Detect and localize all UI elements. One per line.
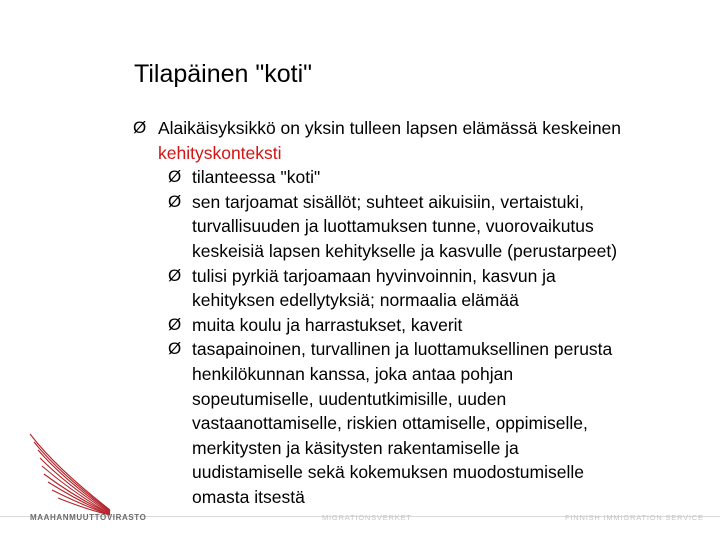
sub-bullet-arrow-icon: Ø: [168, 167, 182, 187]
sub-bullet-line: henkilökunnan kanssa, joka antaa pohjan: [192, 364, 514, 384]
sub-bullet-line: kehityksen edellytyksiä; normaalia elämää: [192, 290, 519, 311]
footer-right-text: FINNISH IMMIGRATION SERVICE: [565, 513, 704, 522]
main-bullet-highlight: kehityskonteksti: [158, 142, 282, 163]
sub-bullet-line: uudistamiselle sekä kokemuksen muodostumiselle: [192, 462, 584, 483]
main-bullet-text: Alaikäisyksikkö on yksin tulleen lapsen elämässä keskeinen: [158, 118, 622, 138]
slide-title: Tilapäinen "koti": [134, 60, 313, 88]
sub-bullet-line: tulisi pyrkiä tarjoamaan hyvinvoinnin, kasvun ja: [192, 265, 556, 286]
sub-bullet-arrow-icon: Ø: [168, 265, 182, 285]
sub-bullet-line: sopeutumiselle, uudentutkimisille, uuden: [192, 388, 507, 409]
sub-bullet-line: omasta itsestä: [192, 487, 305, 507]
sub-bullet-line: muita koulu ja harrastukset, kaverit: [192, 314, 463, 335]
sub-bullet-line: tilanteessa "koti": [192, 167, 321, 188]
org-name: MAAHANMUUTTOVIRASTO: [30, 513, 147, 522]
sub-bullet-line: keskeisiä lapsen kehitykselle ja kasvulle (perustarpeet): [192, 241, 618, 261]
sub-bullet-arrow-icon: Ø: [168, 191, 182, 211]
sub-bullet-line: vastaanottamiselle, riskien ottamiselle, oppimiselle,: [192, 413, 588, 434]
footer-center-text: MIGRATIONSVERKET: [322, 513, 412, 522]
sub-bullet-line: turvallisuuden ja luottamuksen tunne, vuorovaikutus: [192, 216, 594, 237]
sub-bullet-line: merkitysten ja käsitysten rakentamiselle ja: [192, 437, 519, 458]
sub-bullet-line: sen tarjoamat sisällöt; suhteet aikuisiin, vertaistuki,: [192, 191, 584, 212]
sub-bullet-arrow-icon: Ø: [168, 314, 182, 334]
sub-bullet-arrow-icon: Ø: [168, 339, 182, 359]
sub-bullet-line: tasapainoinen, turvallinen ja luottamuksellinen perusta: [192, 339, 613, 360]
bullet-arrow-icon: Ø: [133, 118, 147, 137]
migri-logo-icon: [26, 428, 116, 516]
